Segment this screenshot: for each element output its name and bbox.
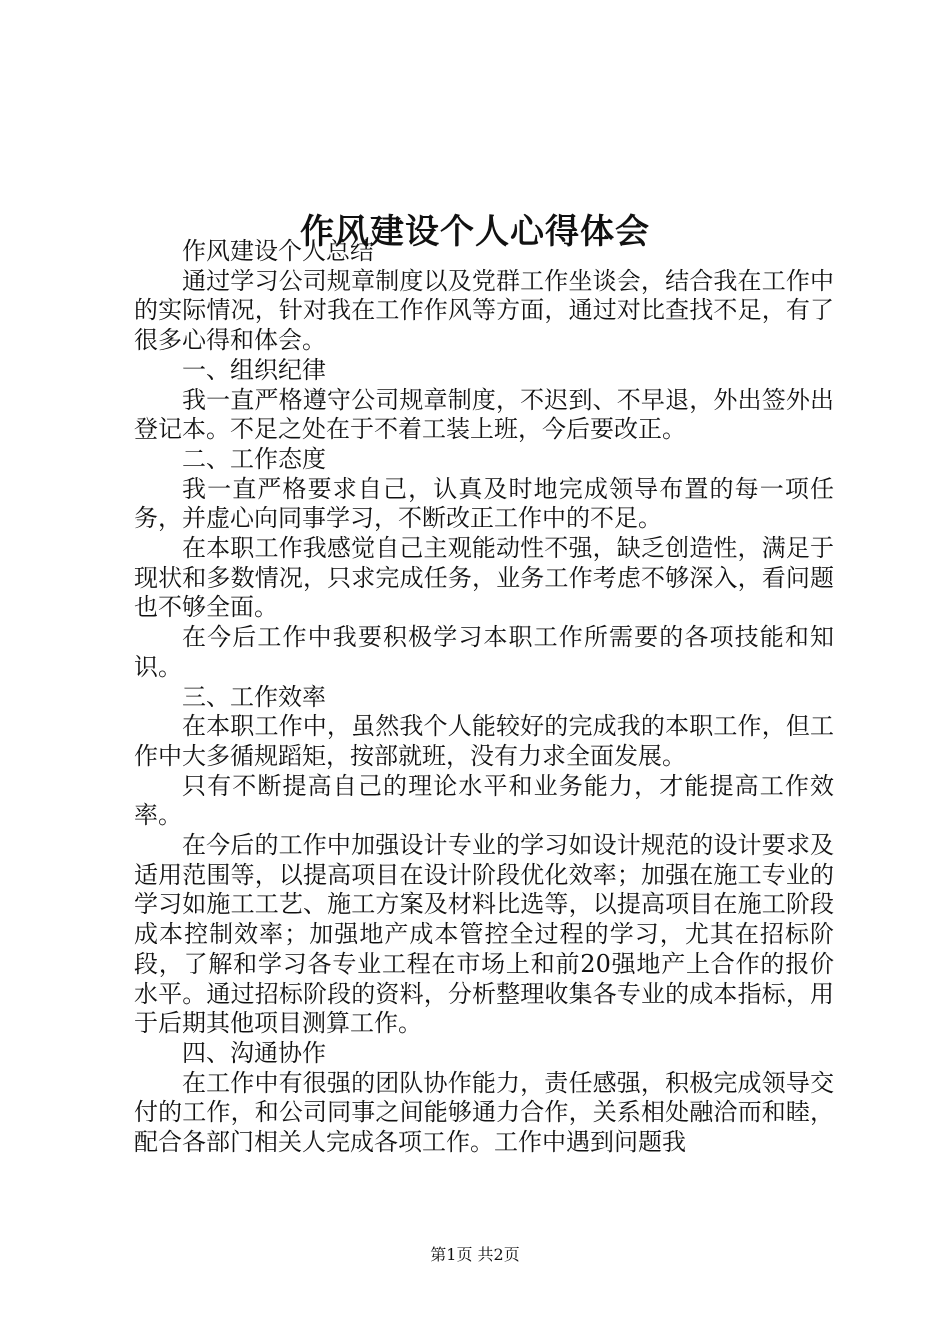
section-heading: 四、沟通协作 <box>182 1038 326 1067</box>
section-heading: 三、工作效率 <box>182 682 326 711</box>
document-body <box>134 237 834 1158</box>
paragraph: 只有不断提高自己的理论水平和业务能力，才能提高工作效率。 <box>134 771 834 830</box>
paragraph: 在本职工作中，虽然我个人能较好的完成我的本职工作，但工作中大多循规蹈矩，按部就班，没有力求全面发展。 <box>134 712 834 770</box>
paragraph: 在今后工作中我要积极学习本职工作所需要的各项技能和知识。 <box>134 623 834 681</box>
paragraph: 通过学习公司规章制度以及党群工作坐谈会，结合我在工作中的实际情况，针对我在工作作风等方面，通过对比查找不足，有了很多心得和体会。 <box>134 266 834 355</box>
paragraph: 我一直严格遵守公司规章制度，不迟到、不早退，外出签外出登记本。不足之处在于不着工装上班，今后要改正。 <box>134 385 834 444</box>
page-footer: 第1页 共2页 <box>430 1245 520 1264</box>
page-title: 作风建设个人心得体会 <box>300 211 650 252</box>
section-heading: 一、组织纪律 <box>182 355 326 384</box>
section-heading: 二、工作态度 <box>182 444 326 473</box>
paragraph: 在工作中有很强的团队协作能力，责任感强，积极完成领导交付的工作，和公司同事之间能够通力合作，关系相处融洽而和睦，配合各部门相关人完成各项工作。工作中遇到问题我 <box>134 1068 834 1157</box>
paragraph: 在今后的工作中加强设计专业的学习如设计规范的设计要求及适用范围等，以提高项目在设计阶段优化效率；加强在施工专业的学习如施工工艺、施工方案及材料比选等，以提高项目在施工阶段成本控制效率；加强地产成本管控全过程的学习，尤其在招标阶段，了解和学习各专业工程在市场上和前20强地产上合作的报价水平。通过招标阶段的资料，分析整理收集各专业的成本指标，用于后期其他项目测算工作。 <box>134 831 834 1038</box>
paragraph: 我一直严格要求自己，认真及时地完成领导布置的每一项任务，并虚心向同事学习，不断改正工作中的不足。 <box>134 474 834 533</box>
section-heading: 作风建设个人总结 <box>182 237 374 265</box>
paragraph: 在本职工作我感觉自己主观能动性不强，缺乏创造性，满足于现状和多数情况，只求完成任务，业务工作考虑不够深入，看问题也不够全面。 <box>134 534 834 622</box>
